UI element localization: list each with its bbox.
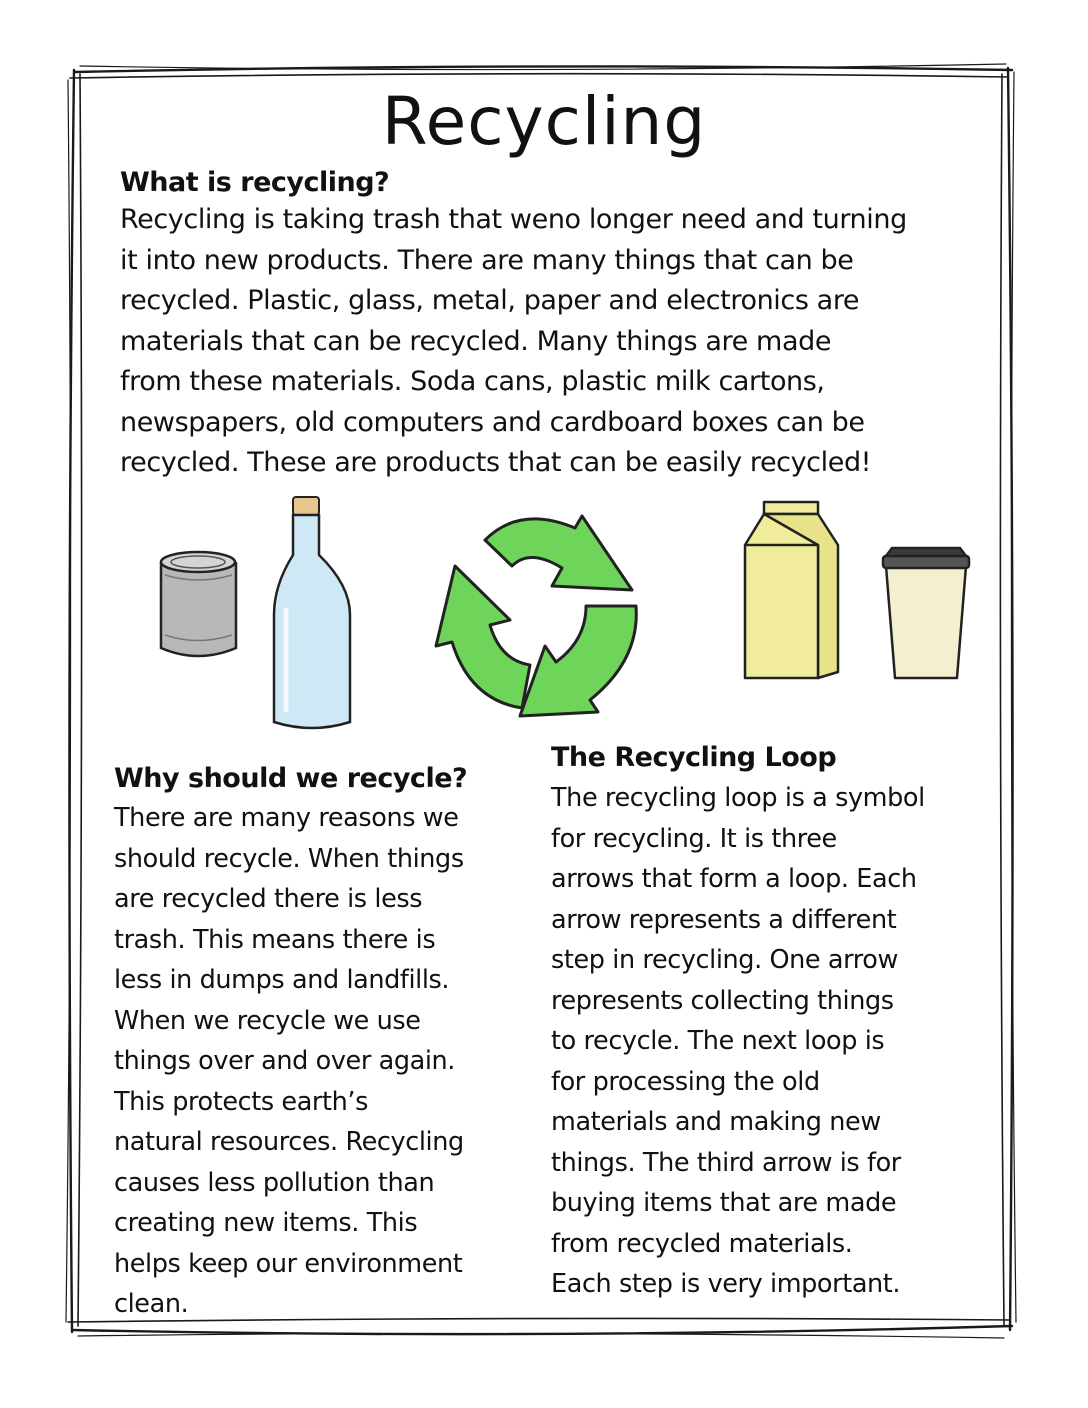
paragraph-line: things over and over again. — [114, 1046, 455, 1076]
paragraph-line: arrow represents a different — [551, 904, 897, 935]
why-paragraph — [114, 798, 464, 1325]
glass-bottle-icon — [274, 497, 350, 728]
paragraph-line: trash. This means there is — [114, 924, 436, 955]
paragraph-line: recycled. These are products that can be easily recycled! — [120, 447, 872, 478]
paragraph-line: When we recycle we use — [114, 1005, 421, 1036]
loop-heading: The Recycling Loop — [551, 742, 837, 773]
page-title: Recycling — [381, 83, 707, 160]
paragraph-line: arrows that form a loop. Each — [551, 864, 917, 894]
paragraph-line: helps keep our environment — [114, 1248, 463, 1279]
paragraph-line: materials and making new — [551, 1107, 881, 1137]
coffee-cup-icon — [883, 548, 969, 678]
paragraph-line: it into new products. There are many things that can be — [120, 244, 854, 276]
what-paragraph — [120, 200, 907, 484]
loop-paragraph — [551, 778, 925, 1305]
paragraph-line: Each step is very important. — [551, 1269, 901, 1299]
paragraph-line: clean. — [114, 1289, 189, 1319]
paragraph-line: creating new items. This — [114, 1208, 418, 1238]
tin-can-icon — [161, 552, 236, 656]
paragraph-line: from recycled materials. — [551, 1228, 853, 1259]
paragraph-line: newspapers, old computers and cardboard boxes can be — [120, 406, 865, 438]
paragraph-line: natural resources. Recycling — [114, 1127, 464, 1157]
why-heading: Why should we recycle? — [114, 763, 468, 794]
paragraph-line: for recycling. It is three — [551, 823, 837, 854]
paragraph-line: The recycling loop is a symbol — [551, 783, 925, 813]
paragraph-line: step in recycling. One arrow — [551, 945, 898, 975]
paragraph-line: from these materials. Soda cans, plastic milk cartons, — [120, 366, 825, 397]
paragraph-line: materials that can be recycled. Many things are made — [120, 325, 832, 357]
paragraph-line: for processing the old — [551, 1066, 820, 1097]
paragraph-line: represents collecting things — [551, 985, 894, 1016]
paragraph-line: buying items that are made — [551, 1188, 897, 1218]
paragraph-line: things. The third arrow is for — [551, 1147, 901, 1178]
paragraph-line: causes less pollution than — [114, 1167, 435, 1198]
paragraph-line: are recycled there is less — [114, 884, 423, 914]
paragraph-line: Recycling is taking trash that weno longer need and turning — [120, 204, 907, 235]
milk-carton-icon — [745, 502, 838, 678]
paragraph-line: to recycle. The next loop is — [551, 1026, 885, 1056]
paragraph-line: There are many reasons we — [114, 803, 459, 833]
paragraph-line: This protects earth’s — [114, 1086, 368, 1117]
paragraph-line: less in dumps and landfills. — [114, 965, 450, 995]
paragraph-line: recycled. Plastic, glass, metal, paper and electronics are — [120, 285, 860, 316]
paragraph-line: should recycle. When things — [114, 843, 464, 874]
what-heading: What is recycling? — [120, 167, 390, 198]
recycling-loop-icon — [436, 516, 636, 716]
